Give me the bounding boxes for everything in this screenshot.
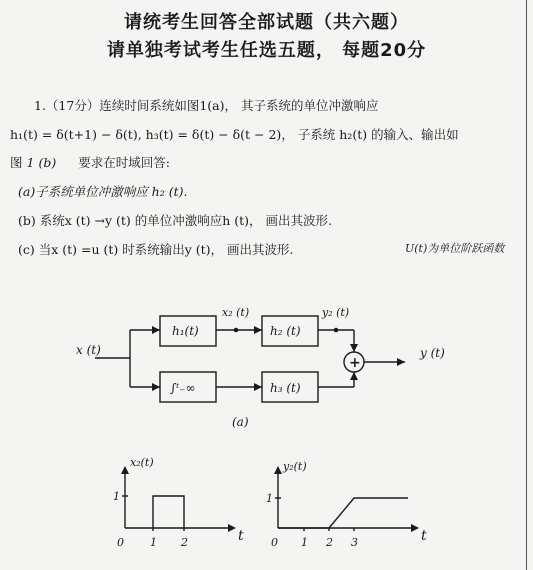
problem-part-c: (c) 当x (t) =u (t) 时系统输出y (t)， 画出其波形.	[18, 242, 294, 257]
problem-part-b: (b) 系统x (t) →y (t) 的单位冲激响应h (t)， 画出其波形.	[18, 213, 333, 228]
block-integrator-label: ∫ᵗ₋∞	[170, 381, 196, 395]
plot1-x-arrow	[228, 524, 236, 532]
plot2-y-arrow	[274, 466, 282, 474]
block-h1-label: h₁(t)	[172, 324, 199, 338]
plot1-xtick-label-2: 2	[181, 536, 188, 549]
plot2-ramp	[278, 498, 408, 528]
block-h2-label: h₂ (t)	[270, 324, 301, 338]
plot2-ylabel: y₂(t)	[283, 460, 307, 473]
plot2-xtick-label-2: 2	[326, 536, 333, 549]
plot1-ytick-label: 1	[113, 490, 120, 503]
plot1-y-arrow	[121, 466, 129, 474]
plot2-x-arrow	[411, 524, 419, 532]
plot1-xtick-0: 0	[117, 536, 124, 549]
exam-title-line2: 请单独考试考生任选五题， 每题20分	[106, 40, 427, 61]
figure-ref: 1 (b)	[26, 155, 57, 170]
figure-ref-prefix: 图	[10, 155, 23, 170]
plot2-ytick-label: 1	[266, 492, 273, 505]
plot2-xtick-label-3: 3	[351, 536, 358, 549]
exam-title-line1: 请统考生回答全部试题（共六题）	[124, 12, 409, 33]
plot1-pulse	[153, 496, 184, 528]
problem-line1: 1.（17分）连续时间系统如图1(a)， 其子系统的单位冲激响应	[34, 98, 379, 113]
summer-plus: +	[349, 355, 361, 371]
plot2-xtick-0: 0	[271, 536, 278, 549]
handwritten-note: U(t)为单位阶跃函数	[405, 242, 505, 255]
plot2-xtick-label-1: 1	[301, 536, 308, 549]
diagram-caption: (a)	[232, 415, 249, 429]
problem-part-a: (a)子系统单位冲激响应 h₂ (t).	[18, 184, 188, 199]
input-label: x (t)	[76, 343, 101, 357]
plot1-xlabel: t	[238, 528, 244, 544]
instruction-text: 要求在时域回答:	[78, 155, 170, 170]
plot2-xlabel: t	[421, 528, 427, 544]
block-h3-label: h₃ (t)	[270, 381, 301, 395]
output-label: y (t)	[420, 346, 445, 360]
signal-x2-label: x₂ (t)	[222, 306, 250, 319]
signal-y2-label: y₂ (t)	[322, 306, 350, 319]
plot1-xtick-label-1: 1	[150, 536, 157, 549]
plot1-ylabel: x₂(t)	[130, 456, 154, 469]
problem-line2: h₁(t) = δ(t+1) − δ(t), h₃(t) = δ(t) − δ(t − 2)， 子系统 h₂(t) 的输入、输出如	[10, 127, 459, 142]
